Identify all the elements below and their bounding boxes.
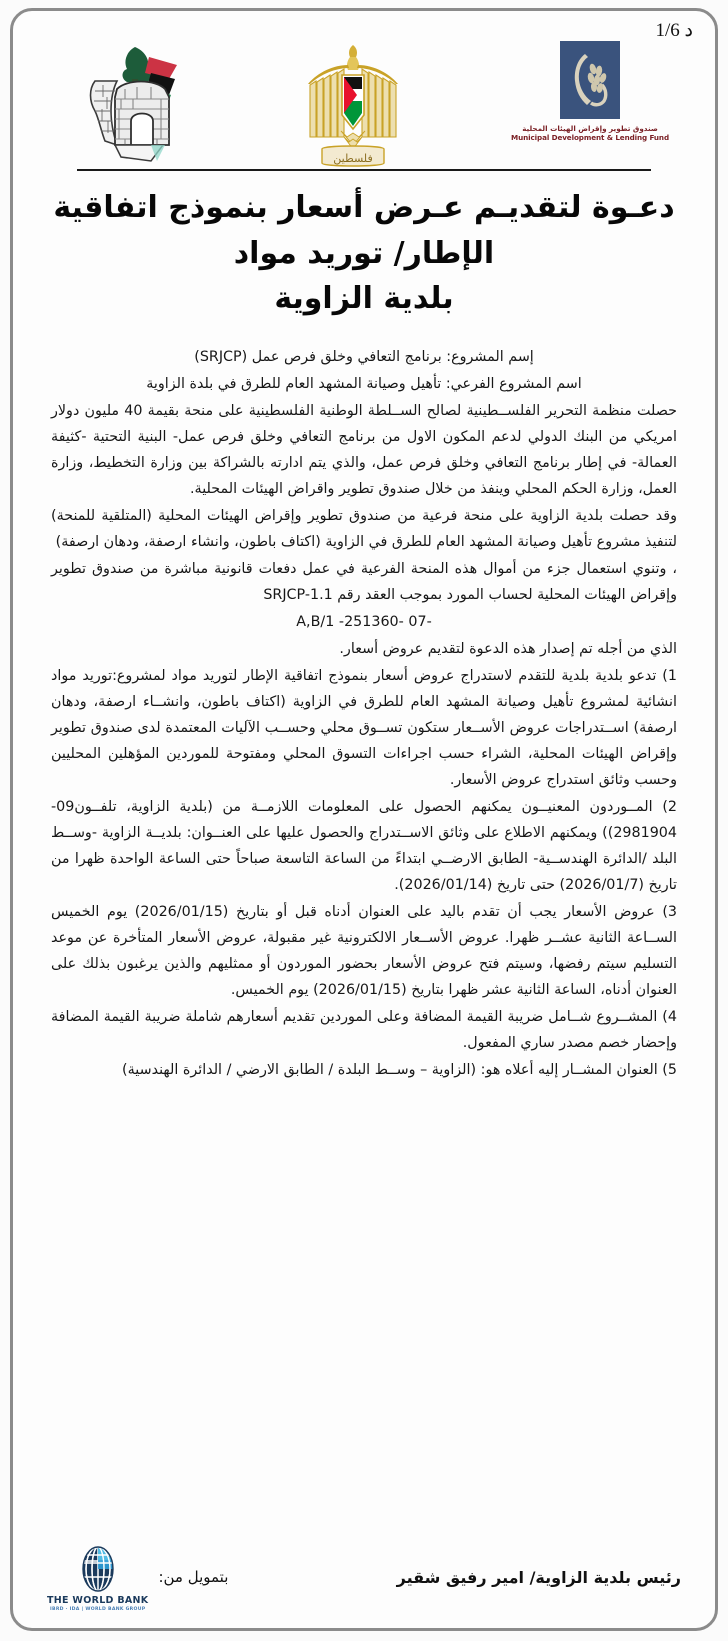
- svg-text:فلسطين: فلسطين: [333, 152, 373, 165]
- mdlf-logo: [511, 41, 669, 142]
- title-line-3: بلدية الزاوية: [274, 281, 454, 317]
- list-item-2: 2) المــوردون المعنيــون يمكنهم الحصول على المعلومات اللازمــة من (بلدية الزاوية، تلفــون09-2981904)) ويمكنهم الاطلاع على وثائق الاســتدراج والحصول عليها على العنــوان: بلديــة الزاوية -وســط البلد /الدائرة الهندســية- الطابق الارضــي ابتداءً من الساعة التاسعة صباحاً حتى الساعة الواحدة ظهرا من تاريخ (2026/01/7) حتى تاريخ (2026/01/14).: [51, 799, 677, 894]
- mdlf-mark-icon: [560, 41, 620, 119]
- grant-background-paragraph: حصلت منظمة التحرير الفلســطينية لصالح الســلطة الوطنية الفلسطينية على منحة بقيمة 40 مليون دولار امريكي من البنك الدولي لدعم المكون الاول من برنامج التعافي وخلق فرص عمل- البنية التحتية -كثيفة العمالة- في إطار برنامج التعافي وخلق فرص عمل، والذي يتم ادارته بالشراكة بين وزارة التخطيط، وزارة العمل، وزارة الحكم المحلي وينفذ من خلال صندوق تطوير واقراض الهيئات المحلية.: [51, 402, 677, 497]
- list-item-4: 4) المشــروع شــامل ضريبة القيمة المضافة وعلى الموردين تقديم أسعارهم شاملة ضريبة القيمة المضافة وإحضار خصم مصدر ساري المفعول.: [51, 1009, 677, 1052]
- hand-wheat-icon: [569, 51, 611, 109]
- mdlf-caption-arabic: صندوق تطوير وإقراض الهيئات المحلية: [522, 124, 658, 133]
- page-title: [35, 171, 693, 328]
- list-item-3: 3) عروض الأسعار يجب أن تقدم باليد على العنوان أدناه قبل أو بتاريخ (2026/01/15) يوم الخميس الســاعة الثانية عشــر ظهرا. عروض الأســعار الالكترونية غير مقبولة، عروض الأسعار المتأخرة عن موعد التسليم سيتم رفضها، وسيتم فتح عروض الأسعار بحضور الموردون أو ممثليهم والذين يرغبون بذلك على العنوان أدناه، الساعة الثانية عشر ظهرا بتاريخ (2026/01/15) يوم الخميس.: [51, 904, 678, 999]
- world-bank-sub: IBRD · IDA | WORLD BANK GROUP: [50, 1607, 146, 1612]
- zawiya-municipality-logo: [65, 41, 195, 169]
- subproject-name-paragraph: اسم المشروع الفرعي: تأهيل وصيانة المشهد العام للطرق في بلدة الزاوية: [146, 375, 582, 392]
- invitation-purpose-paragraph: الذي من أجله تم إصدار هذه الدعوة لتقديم عروض أسعار.: [339, 640, 677, 657]
- body-content: [35, 328, 693, 1083]
- list-item-1: 1) تدعو بلدية بلدية للتقدم لاستدراج عروض أسعار بنموذج اتفاقية الإطار لتوريد مواد لمشروع:توريد مواد انشائية لمشروع تأهيل وصيانة المشهد العام للطرق في الزاوية (اكتاف باطون، وانشــاء ارصفة، ودهان ارصفة) اســتدراجات عروض الأســعار ستكون تســوق محلي وحســب الآليات المعتمدة لدى صندوق تطوير وإقراض الهيئات المحلية، الشراء حسب اجراءات التسوق المحلي ومفتوحة للموردين المؤهلين المحليين وحسب وثائق استدراج عروض الأسعار.: [51, 667, 677, 789]
- list-item-5: 5) العنوان المشــار إليه أعلاه هو: (الزاوية – وســط البلدة / الطابق الارضي / الدائرة الهندسية): [122, 1062, 677, 1079]
- title-line-2: الإطار/ توريد مواد: [233, 235, 495, 271]
- subgrant-paragraph: وقد حصلت بلدية الزاوية على منحة فرعية من صندوق تطوير وإقراض الهيئات المحلية (المتلقية للمنحة) لتنفيذ مشروع تأهيل وصيانة المشهد العام للطرق في الزاوية (اكتاف باطون، وانشاء ارصفة، ودهان ارصفة): [51, 507, 677, 550]
- contract-number-paragraph: -07 -251360- 1/A,B: [296, 613, 432, 630]
- zawiya-gate-icon: [65, 41, 195, 169]
- document-frame: [10, 8, 718, 1631]
- signature-line: رئيس بلدية الزاوية/ امير رفيق شقير: [396, 1567, 681, 1587]
- world-bank-logo: [47, 1542, 148, 1612]
- contract-payments-paragraph: ، وتنوي استعمال جزء من أموال هذه المنحة الفرعية في عمل دفعات قانونية مباشرة من صندوق تطوير وإقراض الهيئات المحلية لحساب المورد بموجب العقد رقم SRJCP-1.1: [51, 560, 677, 603]
- eagle-icon: [294, 41, 412, 171]
- document-footer: [13, 1542, 715, 1612]
- funder-label: بتمويل من:: [158, 1568, 229, 1586]
- title-line-1: دعـوة لتقديـم عـرض أسعار بنموذج اتفاقية: [53, 190, 675, 225]
- page-marker: د 1/6: [655, 20, 693, 41]
- palestine-eagle-emblem: [294, 41, 412, 171]
- world-bank-globe-icon: [75, 1542, 121, 1594]
- world-bank-name: THE WORLD BANK: [47, 1595, 149, 1606]
- funder-block: [47, 1542, 228, 1612]
- project-name-paragraph: إسم المشروع: برنامج التعافي وخلق فرص عمل (SRJCP): [194, 348, 534, 365]
- logo-row: [35, 23, 693, 163]
- mdlf-caption-english: Municipal Development & Lending Fund: [511, 133, 669, 142]
